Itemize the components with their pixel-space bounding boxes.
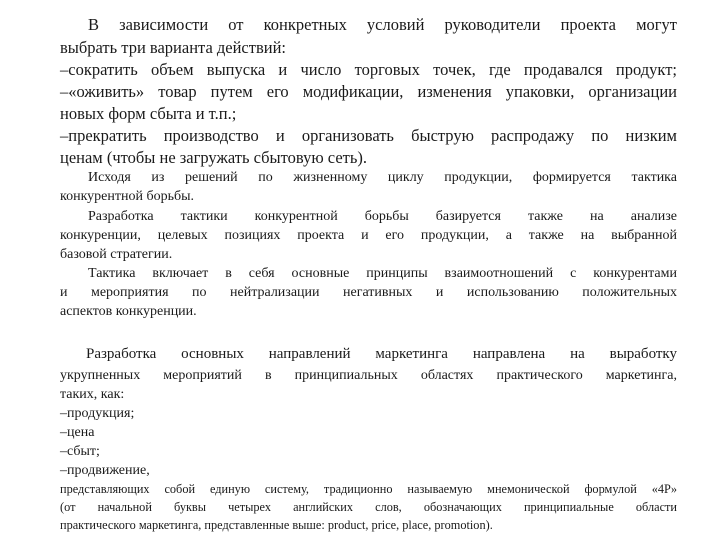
list-item-continuation: ценам (чтобы не загружать сбытовую сеть).	[60, 148, 368, 167]
list-item: –сбыт;	[60, 444, 100, 459]
paragraph-line: укрупненных мероприятий в принципиальных областях практического маркетинга,	[60, 368, 677, 383]
paragraph-line: таких, как:	[60, 387, 125, 402]
list-item: –сократить объем выпуска и число торговых точек, где продавался продукт;	[60, 60, 677, 79]
paragraph-line: В зависимости от конкретных условий руководители проекта могут	[88, 15, 677, 34]
paragraph-line: базовой стратегии.	[60, 247, 173, 262]
list-item: –«оживить» товар путем его модификации, изменения упаковки, организации	[60, 82, 677, 101]
list-item-continuation: новых форм сбыта и т.п.;	[60, 104, 237, 123]
paragraph-line: Тактика включает в себя основные принципы взаимоотношений с конкурентами	[88, 266, 677, 281]
list-item: –продвижение,	[60, 463, 150, 478]
paragraph-line: представляющих собой единую систему, традиционно называемую мнемонической формулой «4P»	[60, 482, 677, 496]
list-item: –цена	[60, 425, 95, 440]
paragraph-line: аспектов конкуренции.	[60, 304, 197, 319]
paragraph-line: практического маркетинга, представленные выше: product, price, place, promotion).	[60, 518, 493, 532]
paragraph-line: выбрать три варианта действий:	[60, 38, 287, 57]
paragraph-line: Разработка тактики конкурентной борьбы базируется также на анализе	[88, 209, 677, 224]
list-item: –продукция;	[60, 406, 135, 421]
paragraph-line: (от начальной буквы четырех английских слов, обозначающих принципиальные области	[60, 500, 677, 514]
paragraph-line: конкурентной борьбы.	[60, 189, 195, 204]
list-item: –прекратить производство и организовать быструю распродажу по низким	[60, 126, 677, 145]
paragraph-line: конкуренции, целевых позициях проекта и его продукции, а также на выбранной	[60, 228, 677, 243]
paragraph-line: Исходя из решений по жизненному циклу продукции, формируется тактика	[88, 170, 677, 185]
paragraph-line: Разработка основных направлений маркетинга направлена на выработку	[86, 346, 677, 362]
paragraph-line: и мероприятия по нейтрализации негативных и использованию положительных	[60, 285, 677, 300]
